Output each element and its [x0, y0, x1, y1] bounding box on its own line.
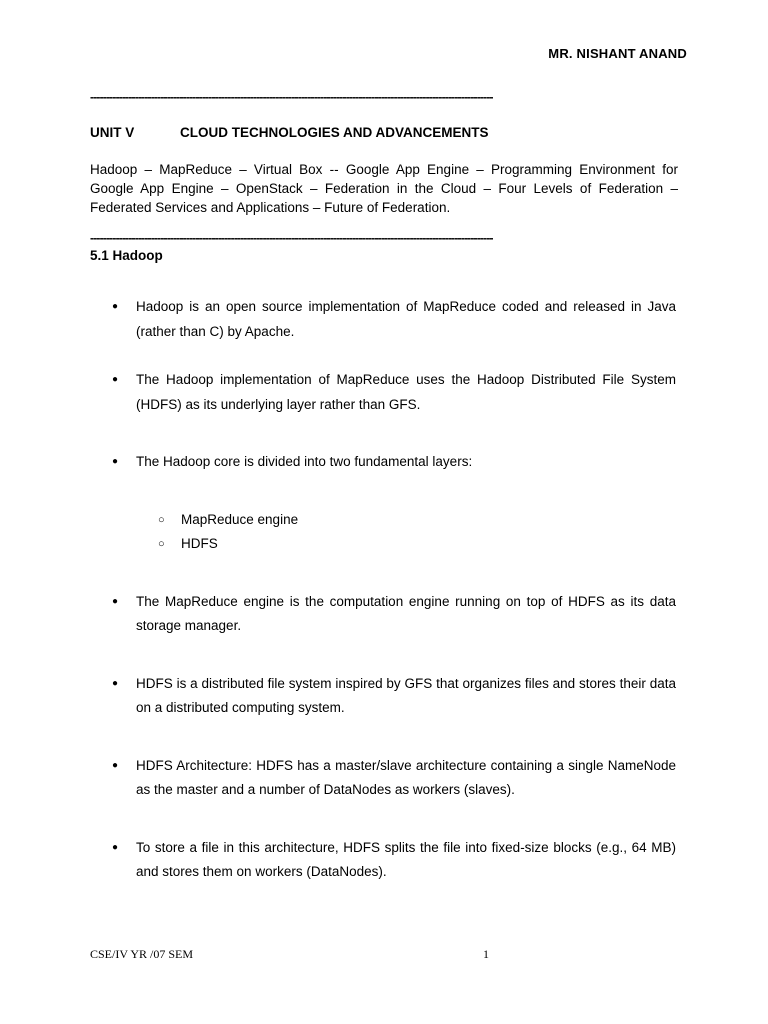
bullet-icon: ●	[112, 677, 119, 689]
separator-line: ------------------------------------------------------------------------------------------------------------------------------	[90, 231, 493, 245]
bullet-icon: ●	[112, 841, 119, 853]
sub-list-item-text: HDFS	[181, 536, 218, 551]
unit-number: UNIT V	[90, 125, 135, 140]
bullet-icon: ●	[112, 595, 119, 607]
bullet-icon: ●	[112, 759, 119, 771]
list-item-text: The Hadoop implementation of MapReduce uses the Hadoop Distributed File System (HDFS) as its underlying layer rather than GFS.	[136, 372, 676, 412]
author-name: MR. NISHANT ANAND	[548, 46, 687, 61]
list-item	[90, 590, 676, 639]
bullet-icon: ●	[112, 374, 119, 385]
list-item	[90, 295, 676, 344]
circle-bullet-icon: ○	[158, 538, 165, 550]
bullet-list	[90, 295, 676, 885]
sub-list-item	[90, 508, 676, 533]
list-item	[90, 672, 676, 721]
list-item	[90, 754, 676, 803]
section-heading: 5.1 Hadoop	[90, 248, 163, 263]
list-item-text: To store a file in this architecture, HDFS splits the file into fixed-size blocks (e.g., 64 MB) and stores them on workers (DataNodes).	[136, 839, 676, 879]
unit-title: CLOUD TECHNOLOGIES AND ADVANCEMENTS	[180, 125, 489, 140]
unit-heading	[90, 125, 489, 140]
circle-bullet-icon: ○	[158, 513, 165, 526]
list-item-text: The Hadoop core is divided into two fundamental layers:	[136, 454, 473, 469]
list-item	[90, 836, 676, 885]
page-number: 1	[483, 947, 489, 961]
list-item	[90, 450, 676, 475]
sub-list-item-text: MapReduce engine	[181, 511, 299, 527]
bullet-icon: ●	[112, 456, 119, 467]
list-item-text: HDFS Architecture: HDFS has a master/slave architecture containing a single NameNode as the master and a number of DataNodes as workers (slaves).	[136, 757, 676, 797]
separator-line: ------------------------------------------------------------------------------------------------------------------------------	[90, 90, 493, 104]
unit-syllabus: Hadoop – MapReduce – Virtual Box -- Google App Engine – Programming Environment for Google App Engine – OpenStack – Federation in the Cloud – Four Levels of Federation – Federated Services and Applications – Future of Federation.	[90, 162, 678, 215]
sub-list-item	[90, 532, 676, 557]
bullet-icon: ●	[112, 301, 119, 312]
footer-course: CSE/IV YR /07 SEM	[90, 947, 194, 961]
list-item-text: HDFS is a distributed file system inspired by GFS that organizes files and stores their data on a distributed computing system.	[136, 675, 676, 715]
list-item-text: Hadoop is an open source implementation of MapReduce coded and released in Java (rather than C) by Apache.	[136, 299, 676, 339]
list-item-text: The MapReduce engine is the computation engine running on top of HDFS as its data storage manager.	[136, 593, 676, 633]
list-item	[90, 368, 676, 417]
